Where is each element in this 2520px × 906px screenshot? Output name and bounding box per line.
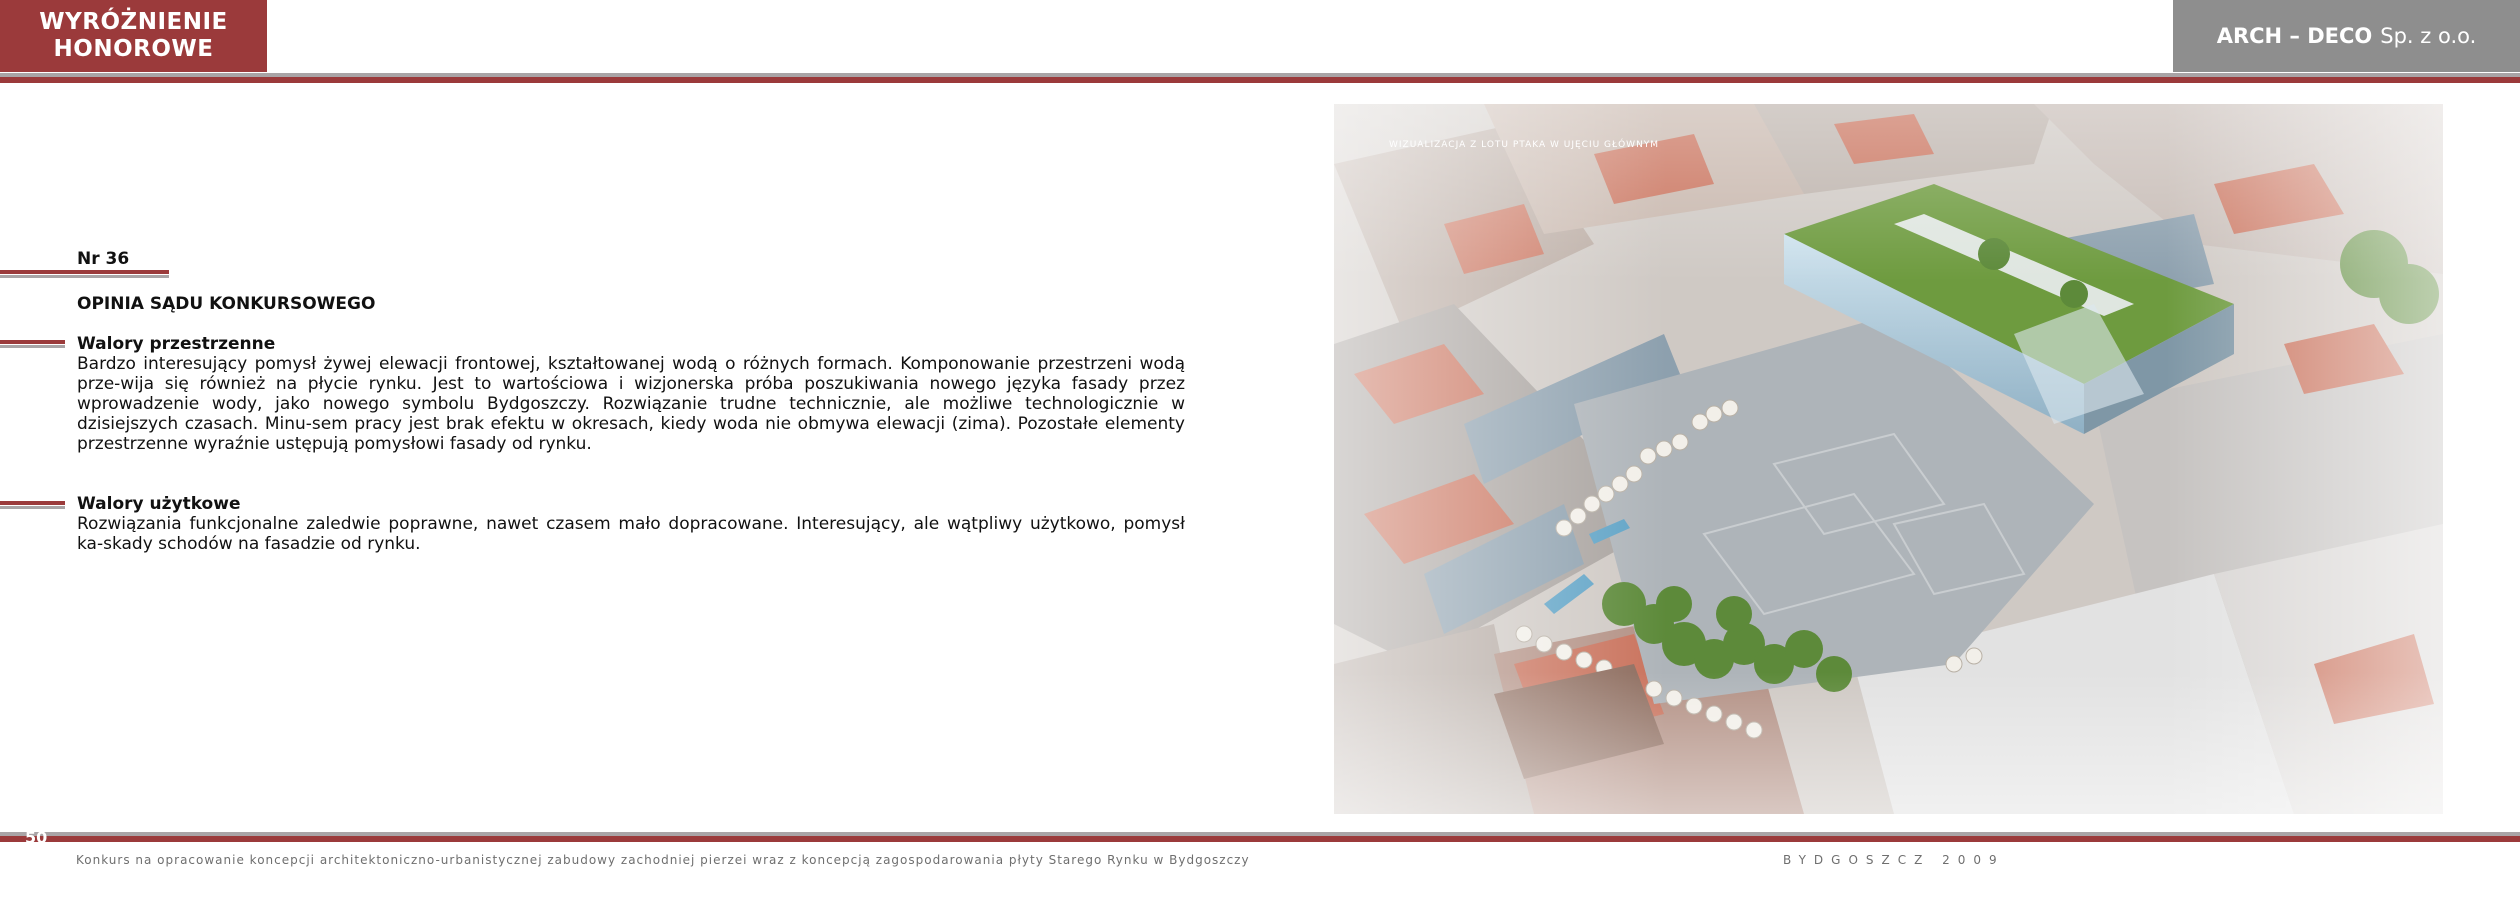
footer-competition-title: Konkurs na opracowanie koncepcji architektoniczno-urbanistycznej zabudowy zachodniej pierzei wraz z koncepcją zagospodarowania płyty Starego Rynku w Bydgoszczy bbox=[76, 853, 1250, 867]
aerial-visualization-graphic bbox=[1334, 104, 2443, 814]
entry-number-underline-red bbox=[0, 270, 169, 274]
entry-number-underline-gray bbox=[0, 275, 169, 278]
section-marker-red bbox=[0, 501, 65, 505]
section-functional-values bbox=[77, 494, 1185, 554]
section-title: Walory użytkowe bbox=[77, 494, 241, 514]
footer-city-year: BYDGOSZCZ 2009 bbox=[1783, 853, 2005, 867]
section-marker-gray bbox=[0, 506, 65, 509]
footer-divider-red bbox=[0, 836, 2520, 842]
firm-name-banner bbox=[2173, 0, 2520, 72]
firm-name-suffix: Sp. z o.o. bbox=[2380, 24, 2477, 48]
header-divider-red bbox=[0, 77, 2520, 83]
section-marker-red bbox=[0, 340, 65, 344]
section-body: Rozwiązania funkcjonalne zaledwie poprawne, nawet czasem mało dopracowane. Interesujący, ale wątpliwy użytkowo, pomysł ka-skady schodów na fasadzie od rynku. bbox=[77, 514, 1185, 554]
aerial-visualization-image bbox=[1334, 104, 2443, 814]
section-title: Walory przestrzenne bbox=[77, 334, 276, 354]
section-body: Bardzo interesujący pomysł żywej elewacji frontowej, kształtowanej wodą o różnych formach. Komponowanie przestrzeni wodą prze-wija się również na płycie rynku. Jest to wartościowa i wizjonerska próba poszukiwania nowego języka fasady przez wprowadzenie wody, jako nowego symbolu Bydgoszczy. Rozwiązanie trudne technicznie, ale możliwe technologicznie w dzisiejszych czasach. Minu-sem pracy jest brak efektu w okresach, kiedy woda nie obmywa elewacji (zima). Pozostałe elementy przestrzenne wyraźnie ustępują pomysłowi fasady od rynku. bbox=[77, 354, 1185, 454]
award-badge bbox=[0, 0, 267, 72]
image-caption: WIZUALIZACJA Z LOTU PTAKA W UJĘCIU GŁÓWNYM bbox=[1389, 140, 1660, 150]
firm-name-bold: ARCH – DECO bbox=[2216, 24, 2373, 48]
entry-number: Nr 36 bbox=[77, 249, 130, 269]
award-line-2: HONOROWE bbox=[53, 36, 214, 62]
section-marker-gray bbox=[0, 345, 65, 348]
page-number: 50 bbox=[25, 828, 48, 847]
jury-opinion-heading: OPINIA SĄDU KONKURSOWEGO bbox=[77, 294, 376, 314]
section-spatial-values bbox=[77, 334, 1185, 454]
award-line-1: WYRÓŻNIENIE bbox=[39, 9, 228, 35]
